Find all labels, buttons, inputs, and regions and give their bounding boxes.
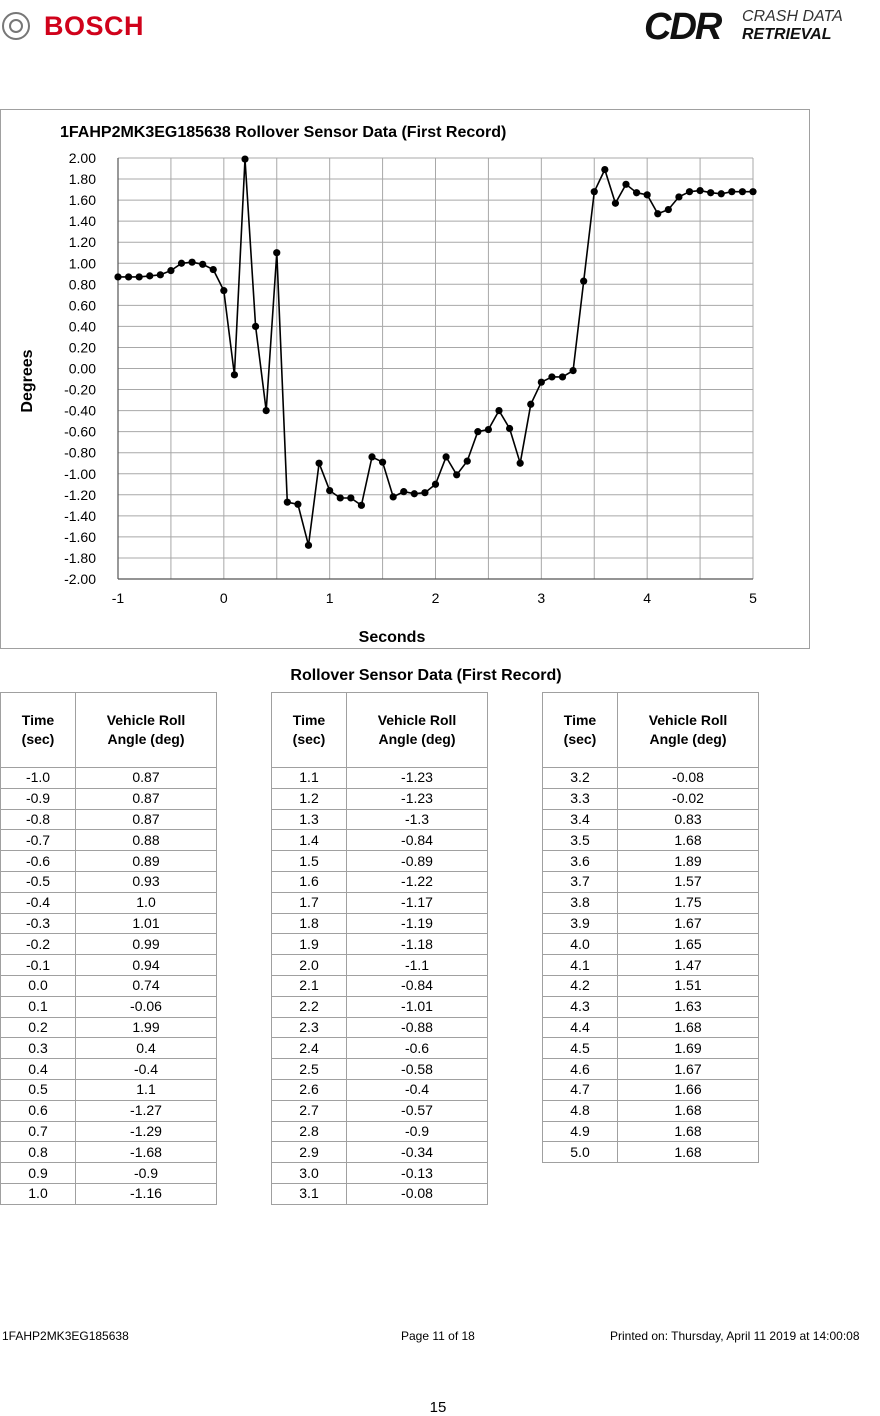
table-row (272, 1163, 488, 1184)
table-row (1, 768, 217, 789)
data-point (527, 401, 534, 408)
time-cell: 1.9 (272, 934, 347, 955)
time-cell: -0.7 (1, 830, 76, 851)
table-row (1, 1059, 217, 1080)
footer-printed: Printed on: Thursday, April 11 2019 at 14:00:08 (610, 1329, 860, 1343)
roll-angle-cell: -0.4 (347, 1079, 488, 1100)
data-point (622, 181, 629, 188)
x-tick-label: 5 (749, 590, 757, 606)
table-row (543, 851, 759, 872)
table-row (543, 955, 759, 976)
data-point (411, 490, 418, 497)
data-point (337, 494, 344, 501)
table-row (272, 830, 488, 851)
roll-angle-cell: -1.27 (76, 1100, 217, 1121)
table-row (543, 892, 759, 913)
table-row (272, 1079, 488, 1100)
data-point (749, 188, 756, 195)
y-tick-label: 0.80 (68, 276, 96, 293)
data-point (379, 459, 386, 466)
roll-angle-cell: -0.58 (347, 1059, 488, 1080)
time-cell: 4.4 (543, 1017, 618, 1038)
time-cell: 2.2 (272, 996, 347, 1017)
table-row (272, 809, 488, 830)
bosch-logo (2, 8, 152, 44)
data-point (178, 260, 185, 267)
x-tick-label: 0 (219, 590, 228, 606)
time-cell: -0.4 (1, 892, 76, 913)
y-tick-label: 0.40 (68, 318, 96, 335)
time-cell: 1.1 (272, 768, 347, 789)
roll-angle-cell: -1.19 (347, 913, 488, 934)
chart-y-axis-label: Degrees (19, 349, 36, 413)
table-row (1, 892, 217, 913)
y-tick-label: -1.00 (64, 465, 96, 482)
y-tick-label: 0.00 (68, 360, 96, 377)
data-point (231, 371, 238, 378)
y-tick-label: -0.20 (64, 381, 96, 398)
table-row (1, 871, 217, 892)
time-cell: 0.1 (1, 996, 76, 1017)
data-point (696, 187, 703, 194)
time-cell: 2.1 (272, 975, 347, 996)
cdr-line1: CRASH DATA (742, 8, 843, 25)
table-row (1, 809, 217, 830)
chart-x-axis-label: Seconds (358, 629, 426, 646)
page-number: 15 (429, 1399, 447, 1416)
table-row (272, 975, 488, 996)
table-row (272, 1017, 488, 1038)
roll-angle-cell: -1.1 (347, 955, 488, 976)
time-cell: 1.6 (272, 871, 347, 892)
time-cell: 1.5 (272, 851, 347, 872)
data-point (305, 542, 312, 549)
bosch-wordmark: BOSCH (44, 11, 145, 41)
table-title: Rollover Sensor Data (First Record) (290, 667, 562, 684)
table-row (272, 934, 488, 955)
time-cell: 3.3 (543, 788, 618, 809)
rollover-chart (0, 109, 810, 649)
chart-title: 1FAHP2MK3EG185638 Rollover Sensor Data (First Record) (60, 124, 507, 141)
y-tick-label: 1.80 (68, 171, 96, 188)
time-cell: 5.0 (543, 1142, 618, 1163)
data-point (654, 210, 661, 217)
time-cell: 4.1 (543, 955, 618, 976)
data-point (538, 379, 545, 386)
roll-angle-cell: -0.84 (347, 830, 488, 851)
time-cell: 1.4 (272, 830, 347, 851)
data-point (125, 273, 132, 280)
data-point (252, 323, 259, 330)
table-row (1, 1079, 217, 1100)
time-cell: 0.6 (1, 1100, 76, 1121)
data-point (718, 190, 725, 197)
time-cell: 3.5 (543, 830, 618, 851)
data-point (665, 206, 672, 213)
table-row (543, 871, 759, 892)
time-cell: -0.3 (1, 913, 76, 934)
data-point (188, 259, 195, 266)
table-row (272, 1142, 488, 1163)
time-cell: -0.2 (1, 934, 76, 955)
roll-angle-cell: 1.68 (618, 1142, 759, 1163)
data-point (644, 191, 651, 198)
data-point (580, 278, 587, 285)
roll-angle-cell: -0.02 (618, 788, 759, 809)
data-point (358, 502, 365, 509)
table-row (272, 892, 488, 913)
data-point (146, 272, 153, 279)
data-point (506, 425, 513, 432)
table-row (543, 1142, 759, 1163)
roll-angle-cell: 0.88 (76, 830, 217, 851)
y-tick-label: 1.60 (68, 192, 96, 209)
table-row (543, 913, 759, 934)
roll-angle-cell: 0.74 (76, 975, 217, 996)
y-tick-label: 2.00 (68, 150, 96, 166)
roll-angle-cell: -0.88 (347, 1017, 488, 1038)
table-row (1, 830, 217, 851)
data-point (707, 189, 714, 196)
data-point (220, 287, 227, 294)
data-point (485, 426, 492, 433)
time-cell: 2.5 (272, 1059, 347, 1080)
y-tick-label: -2.00 (64, 571, 96, 587)
data-point (569, 367, 576, 374)
time-cell: 2.8 (272, 1121, 347, 1142)
data-point (421, 489, 428, 496)
data-point (199, 261, 206, 268)
cdr-mark: CDR (644, 6, 721, 48)
y-tick-label: 1.00 (68, 255, 96, 272)
y-tick-label: -0.40 (64, 402, 96, 419)
data-point (591, 188, 598, 195)
roll-angle-cell: 0.87 (76, 788, 217, 809)
y-tick-label: -1.40 (64, 507, 96, 524)
roll-angle-cell: 1.47 (618, 955, 759, 976)
roll-angle-cell: 1.63 (618, 996, 759, 1017)
time-cell: 0.9 (1, 1163, 76, 1184)
data-point (559, 373, 566, 380)
roll-angle-cell: 0.94 (76, 955, 217, 976)
data-point (517, 460, 524, 467)
roll-angle-cell: 1.57 (618, 871, 759, 892)
data-table-block-3 (542, 692, 759, 1163)
time-cell: 3.1 (272, 1183, 347, 1204)
time-cell: 4.6 (543, 1059, 618, 1080)
data-point (739, 188, 746, 195)
time-cell: 4.9 (543, 1121, 618, 1142)
roll-angle-cell: 1.99 (76, 1017, 217, 1038)
data-point (495, 407, 502, 414)
table-row (1, 1142, 217, 1163)
roll-angle-cell: -0.6 (347, 1038, 488, 1059)
data-point (263, 407, 270, 414)
y-tick-label: 0.20 (68, 339, 96, 356)
table-row (272, 913, 488, 934)
roll-angle-cell: -0.13 (347, 1163, 488, 1184)
y-tick-label: 1.20 (68, 234, 96, 251)
data-point (284, 499, 291, 506)
table-row (272, 1183, 488, 1204)
time-cell: 4.7 (543, 1079, 618, 1100)
table-row (1, 1121, 217, 1142)
roll-angle-cell: -1.18 (347, 934, 488, 955)
data-point (167, 267, 174, 274)
roll-angle-cell: 0.89 (76, 851, 217, 872)
chart-grid (118, 158, 753, 579)
time-cell: 3.6 (543, 851, 618, 872)
data-point (728, 188, 735, 195)
roll-angle-cell: 1.75 (618, 892, 759, 913)
roll-angle-cell: 1.65 (618, 934, 759, 955)
roll-angle-cell: 0.99 (76, 934, 217, 955)
roll-angle-cell: -0.84 (347, 975, 488, 996)
data-point (442, 453, 449, 460)
table-row (272, 955, 488, 976)
time-cell: 2.3 (272, 1017, 347, 1038)
x-tick-label: 1 (325, 590, 334, 606)
y-tick-label: 1.40 (68, 213, 96, 230)
time-cell: 0.4 (1, 1059, 76, 1080)
roll-angle-cell: -1.22 (347, 871, 488, 892)
data-point (315, 460, 322, 467)
footer-vin: 1FAHP2MK3EG185638 (2, 1329, 129, 1343)
table-row (1, 851, 217, 872)
time-cell: -0.6 (1, 851, 76, 872)
time-cell: 4.8 (543, 1100, 618, 1121)
time-cell: 1.0 (1, 1183, 76, 1204)
y-tick-label: 0.60 (68, 297, 96, 314)
bosch-ring-icon (2, 12, 30, 40)
table-row (272, 1059, 488, 1080)
roll-angle-cell: 1.51 (618, 975, 759, 996)
y-tick-label: -0.60 (64, 423, 96, 440)
roll-angle-cell: -0.34 (347, 1142, 488, 1163)
table-row (1, 1100, 217, 1121)
table-row (272, 1121, 488, 1142)
table-row (1, 934, 217, 955)
roll-angle-cell: -1.01 (347, 996, 488, 1017)
time-cell: 1.2 (272, 788, 347, 809)
data-point (474, 428, 481, 435)
roll-angle-cell: 1.67 (618, 1059, 759, 1080)
roll-angle-cell: 1.89 (618, 851, 759, 872)
y-tick-label: -1.80 (64, 549, 96, 566)
time-cell: 1.3 (272, 809, 347, 830)
roll-angle-cell: -0.4 (76, 1059, 217, 1080)
header-time: Time (sec) (272, 693, 347, 768)
y-tick-label: -0.80 (64, 444, 96, 461)
cdr-line2: RETRIEVAL (742, 26, 832, 43)
data-point (294, 501, 301, 508)
data-point (548, 373, 555, 380)
roll-angle-cell: 0.87 (76, 809, 217, 830)
data-point (453, 471, 460, 478)
table-row (272, 851, 488, 872)
data-point (464, 458, 471, 465)
data-point (612, 200, 619, 207)
roll-angle-cell: 0.83 (618, 809, 759, 830)
time-cell: -0.5 (1, 871, 76, 892)
table-row (543, 1121, 759, 1142)
roll-angle-cell: 1.66 (618, 1079, 759, 1100)
cdr-logo (644, 6, 844, 46)
table-row (1, 996, 217, 1017)
time-cell: 3.2 (543, 768, 618, 789)
roll-angle-cell: 0.87 (76, 768, 217, 789)
time-cell: 3.7 (543, 871, 618, 892)
data-point (210, 266, 217, 273)
roll-angle-cell: 1.68 (618, 1017, 759, 1038)
roll-angle-cell: -1.3 (347, 809, 488, 830)
time-cell: -0.9 (1, 788, 76, 809)
time-cell: 0.0 (1, 975, 76, 996)
time-cell: 2.7 (272, 1100, 347, 1121)
time-cell: -0.1 (1, 955, 76, 976)
table-row (1, 913, 217, 934)
x-tick-label: 3 (537, 590, 546, 606)
table-row (543, 809, 759, 830)
roll-angle-cell: -1.23 (347, 768, 488, 789)
data-point (241, 155, 248, 162)
x-tick-label: 4 (643, 590, 652, 606)
roll-angle-cell: -1.68 (76, 1142, 217, 1163)
time-cell: 0.5 (1, 1079, 76, 1100)
time-cell: 3.8 (543, 892, 618, 913)
data-table-block-1 (0, 692, 217, 1205)
roll-angle-cell: -0.57 (347, 1100, 488, 1121)
data-point (432, 481, 439, 488)
table-row (543, 934, 759, 955)
x-tick-label: -1 (111, 590, 125, 606)
time-cell: 0.8 (1, 1142, 76, 1163)
table-row (272, 788, 488, 809)
table-row (543, 830, 759, 851)
time-cell: 2.0 (272, 955, 347, 976)
time-cell: 1.8 (272, 913, 347, 934)
time-cell: -0.8 (1, 809, 76, 830)
table-row (272, 996, 488, 1017)
table-row (1, 1163, 217, 1184)
header-roll-angle: Vehicle Roll Angle (deg) (347, 693, 488, 768)
table-row (1, 1038, 217, 1059)
data-point (400, 488, 407, 495)
time-cell: 4.3 (543, 996, 618, 1017)
table-row (543, 768, 759, 789)
roll-angle-cell: -0.9 (76, 1163, 217, 1184)
time-cell: 0.2 (1, 1017, 76, 1038)
roll-angle-cell: 1.68 (618, 1100, 759, 1121)
roll-angle-cell: -0.06 (76, 996, 217, 1017)
table-row (543, 1079, 759, 1100)
header-roll-angle: Vehicle Roll Angle (deg) (76, 693, 217, 768)
table-row (543, 1017, 759, 1038)
y-tick-label: -1.60 (64, 528, 96, 545)
table-row (272, 871, 488, 892)
time-cell: 0.3 (1, 1038, 76, 1059)
table-row (272, 1100, 488, 1121)
header-time: Time (sec) (543, 693, 618, 768)
roll-angle-cell: 1.67 (618, 913, 759, 934)
roll-angle-cell: -0.9 (347, 1121, 488, 1142)
roll-angle-cell: -1.16 (76, 1183, 217, 1204)
roll-angle-cell: -0.89 (347, 851, 488, 872)
time-cell: 3.0 (272, 1163, 347, 1184)
footer-page: Page 11 of 18 (401, 1329, 475, 1343)
y-tick-label: -1.20 (64, 486, 96, 503)
data-point (136, 273, 143, 280)
table-row (543, 1100, 759, 1121)
data-point (368, 453, 375, 460)
chart-axes (64, 150, 757, 606)
data-table-block-2 (271, 692, 488, 1205)
data-point (273, 249, 280, 256)
roll-angle-cell: -1.17 (347, 892, 488, 913)
table-row (1, 1017, 217, 1038)
table-row (543, 788, 759, 809)
roll-angle-cell: -0.08 (347, 1183, 488, 1204)
roll-angle-cell: 1.69 (618, 1038, 759, 1059)
roll-angle-cell: 0.93 (76, 871, 217, 892)
table-row (1, 1183, 217, 1204)
table-row (272, 1038, 488, 1059)
time-cell: 4.5 (543, 1038, 618, 1059)
table-row (1, 955, 217, 976)
data-point (390, 493, 397, 500)
time-cell: 3.4 (543, 809, 618, 830)
data-point (326, 487, 333, 494)
roll-angle-cell: -1.29 (76, 1121, 217, 1142)
roll-angle-cell: -0.08 (618, 768, 759, 789)
table-row (543, 1059, 759, 1080)
data-point (114, 273, 121, 280)
data-point (633, 189, 640, 196)
data-point (347, 494, 354, 501)
time-cell: 3.9 (543, 913, 618, 934)
roll-angle-cell: -1.23 (347, 788, 488, 809)
table-row (1, 975, 217, 996)
data-point (157, 271, 164, 278)
time-cell: 4.0 (543, 934, 618, 955)
x-tick-label: 2 (431, 590, 440, 606)
time-cell: 2.6 (272, 1079, 347, 1100)
roll-angle-cell: 1.1 (76, 1079, 217, 1100)
data-point (686, 188, 693, 195)
time-cell: 1.7 (272, 892, 347, 913)
table-row (1, 788, 217, 809)
table-row (543, 1038, 759, 1059)
roll-angle-cell: 1.68 (618, 1121, 759, 1142)
header-roll-angle: Vehicle Roll Angle (deg) (618, 693, 759, 768)
table-row (543, 996, 759, 1017)
table-row (543, 975, 759, 996)
roll-angle-cell: 0.4 (76, 1038, 217, 1059)
time-cell: -1.0 (1, 768, 76, 789)
table-row (272, 768, 488, 789)
roll-angle-cell: 1.68 (618, 830, 759, 851)
time-cell: 0.7 (1, 1121, 76, 1142)
data-point (601, 166, 608, 173)
roll-angle-cell: 1.0 (76, 892, 217, 913)
time-cell: 2.4 (272, 1038, 347, 1059)
time-cell: 2.9 (272, 1142, 347, 1163)
roll-angle-cell: 1.01 (76, 913, 217, 934)
data-point (675, 193, 682, 200)
time-cell: 4.2 (543, 975, 618, 996)
header-time: Time (sec) (1, 693, 76, 768)
